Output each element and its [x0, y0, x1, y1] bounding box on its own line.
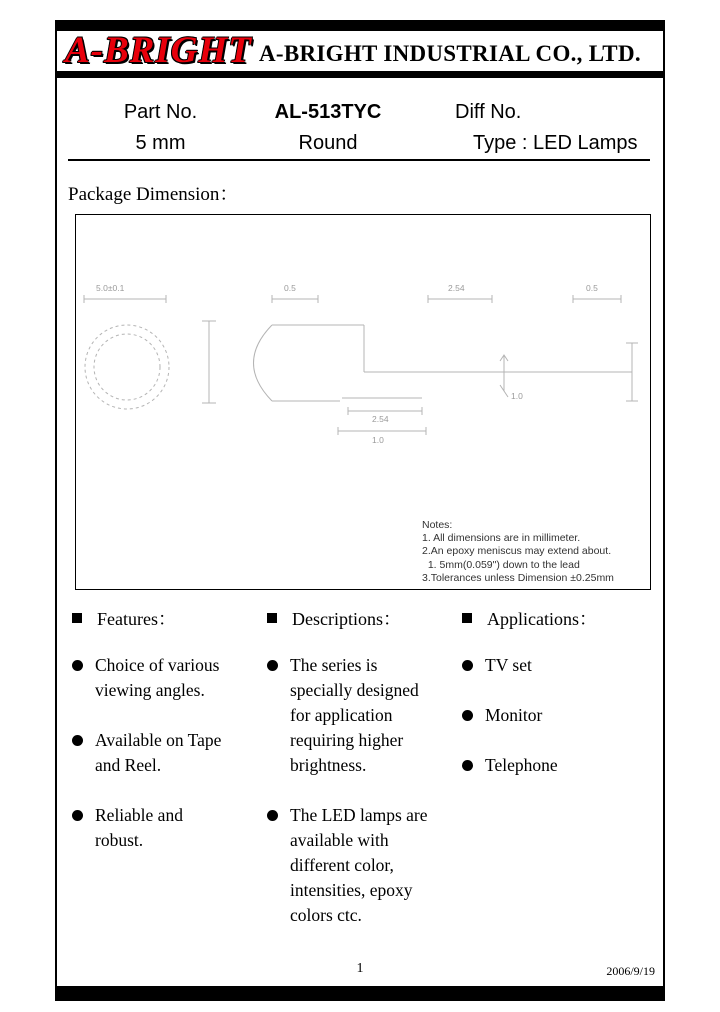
part-no-value: AL-513TYC	[274, 101, 382, 123]
footer-date: 2006/9/19	[606, 964, 655, 978]
dim-label-pitch: 2.54	[372, 414, 389, 424]
circle-bullet-icon	[462, 710, 473, 721]
package-dimension-title: Package Dimension：	[68, 184, 239, 205]
features-title: Features：	[97, 609, 176, 629]
note-heading: Notes:	[422, 518, 453, 531]
dim-label-lead-width: 1.0	[372, 435, 384, 445]
feature-item-text: Available on Tape and Reel.	[95, 730, 222, 775]
led-leads	[342, 372, 632, 398]
type-value: Type : LED Lamps	[473, 132, 638, 154]
description-item-text: The series is specially designed for application requiring higher brightness.	[290, 655, 419, 775]
dim-label-lead-gap: 1.0	[511, 391, 523, 401]
application-item-text: TV set	[485, 655, 532, 675]
feature-item-text: Choice of various viewing angles.	[95, 655, 220, 700]
circle-bullet-icon	[72, 660, 83, 671]
feature-item	[72, 803, 242, 853]
dim-label-top-3: 2.54	[448, 283, 465, 293]
applications-title: Applications：	[487, 609, 597, 629]
application-item	[462, 653, 642, 678]
dim-label-top-4: 0.5	[586, 283, 598, 293]
descriptions-heading	[267, 607, 447, 631]
circle-bullet-icon	[72, 810, 83, 821]
circle-bullet-icon	[267, 660, 278, 671]
header-divider	[57, 71, 663, 78]
descriptions-title: Descriptions：	[292, 609, 401, 629]
feature-item	[72, 728, 242, 778]
brand-logo-text: A-BRIGHT	[65, 30, 252, 71]
diameter-dimension-line	[202, 321, 216, 403]
company-name: A-BRIGHT INDUSTRIAL CO., LTD.	[259, 41, 641, 66]
square-bullet-icon	[267, 613, 277, 623]
circle-bullet-icon	[267, 810, 278, 821]
info-columns	[57, 607, 663, 967]
application-item-text: Telephone	[485, 755, 558, 775]
note-line-1: 1. All dimensions are in millimeter.	[422, 532, 581, 545]
package-dimension-drawing-box	[75, 214, 651, 590]
diff-no-label: Diff No.	[455, 101, 522, 123]
application-item-text: Monitor	[485, 705, 543, 725]
drawing-notes	[422, 519, 648, 585]
application-item	[462, 753, 642, 778]
size-value: 5 mm	[135, 132, 186, 154]
feature-item-text: Reliable and robust.	[95, 805, 183, 850]
led-side-view	[254, 325, 365, 401]
part-table-divider	[68, 159, 650, 161]
application-item	[462, 703, 642, 728]
square-bullet-icon	[72, 613, 82, 623]
applications-heading	[462, 607, 642, 631]
note-line-3: 1. 5mm(0.059") down to the lead	[422, 558, 580, 571]
applications-section	[462, 607, 642, 803]
page-number: 1	[356, 961, 364, 976]
description-item-text: The LED lamps are available with different color, intensities, epoxy colors ctc.	[290, 805, 428, 925]
led-front-view	[85, 325, 169, 409]
dimension-labels	[96, 283, 598, 445]
feature-item	[72, 653, 242, 703]
square-bullet-icon	[462, 613, 472, 623]
top-dimension-brackets	[84, 295, 621, 303]
descriptions-section	[267, 607, 447, 953]
note-line-2: 2.An epoxy meniscus may extend about.	[422, 545, 612, 558]
description-item	[267, 803, 447, 928]
shape-value: Round	[298, 132, 358, 154]
part-info-row-2	[68, 128, 650, 159]
dim-label-top-2: 0.5	[284, 283, 296, 293]
part-no-label: Part No.	[123, 101, 198, 123]
brand-logo	[65, 32, 256, 75]
circle-bullet-icon	[462, 760, 473, 771]
note-line-4: 3.Tolerances unless Dimension ±0.25mm	[422, 571, 614, 584]
circle-bullet-icon	[462, 660, 473, 671]
datasheet-page-frame	[55, 20, 665, 1001]
dim-label-diameter: 5.0±0.1	[96, 283, 125, 293]
part-info-row-1	[68, 97, 650, 128]
features-heading	[72, 607, 242, 631]
description-item	[267, 653, 447, 778]
part-info-table	[68, 97, 650, 159]
circle-bullet-icon	[72, 735, 83, 746]
features-section	[72, 607, 242, 878]
